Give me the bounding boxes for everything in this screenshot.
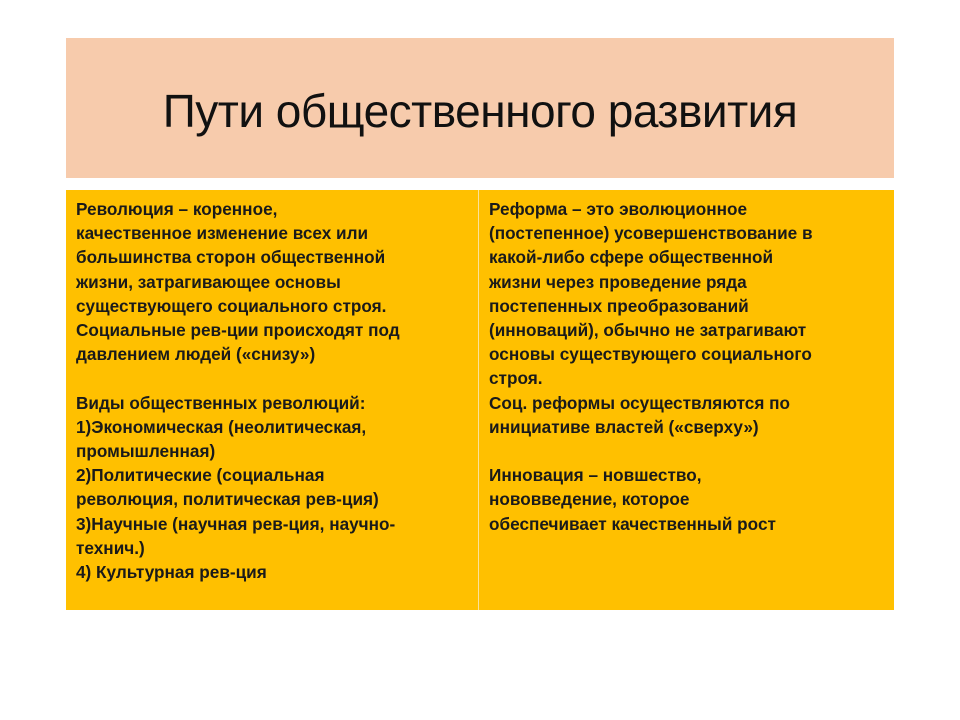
- comparison-table: [66, 190, 894, 610]
- slide-title: Пути общественного развития: [162, 85, 798, 137]
- revolution-type-item: 4) Культурная рев-ция: [76, 562, 267, 583]
- innovation-definition: Инновация – новшество, нововведение, которое обеспечивает качественный рост: [489, 465, 776, 534]
- revolution-type-item: 2)Политические (социальная революция, политическая рев-ция): [76, 465, 379, 510]
- revolution-types-heading: Виды общественных революций:: [76, 392, 366, 413]
- revolution-type-item: 3)Научные (научная рев-ция, научно- технич.): [76, 513, 396, 558]
- reform-definition: Реформа – это эволюционное (постепенное) усовершенствование в какой-либо сфере общественной жизни через проведение ряда постепенных преобразований (инноваций), обычно не затрагивают основы существующего социального строя.: [489, 199, 813, 389]
- reform-cause: Соц. реформы осуществляются по инициативе властей («сверху»): [489, 392, 791, 437]
- revolution-column: [66, 190, 479, 610]
- revolution-definition: Революция – коренное, качественное изменение всех или большинства сторон общественной жизни, затрагивающее основы существующего социального строя.: [76, 199, 387, 316]
- title-band: [66, 38, 894, 178]
- reform-column: [479, 190, 894, 610]
- revolution-type-item: 1)Экономическая (неолитическая, промышленная): [76, 416, 367, 462]
- revolution-cause: Социальные рев-ции происходят под давлением людей («снизу»): [76, 320, 400, 365]
